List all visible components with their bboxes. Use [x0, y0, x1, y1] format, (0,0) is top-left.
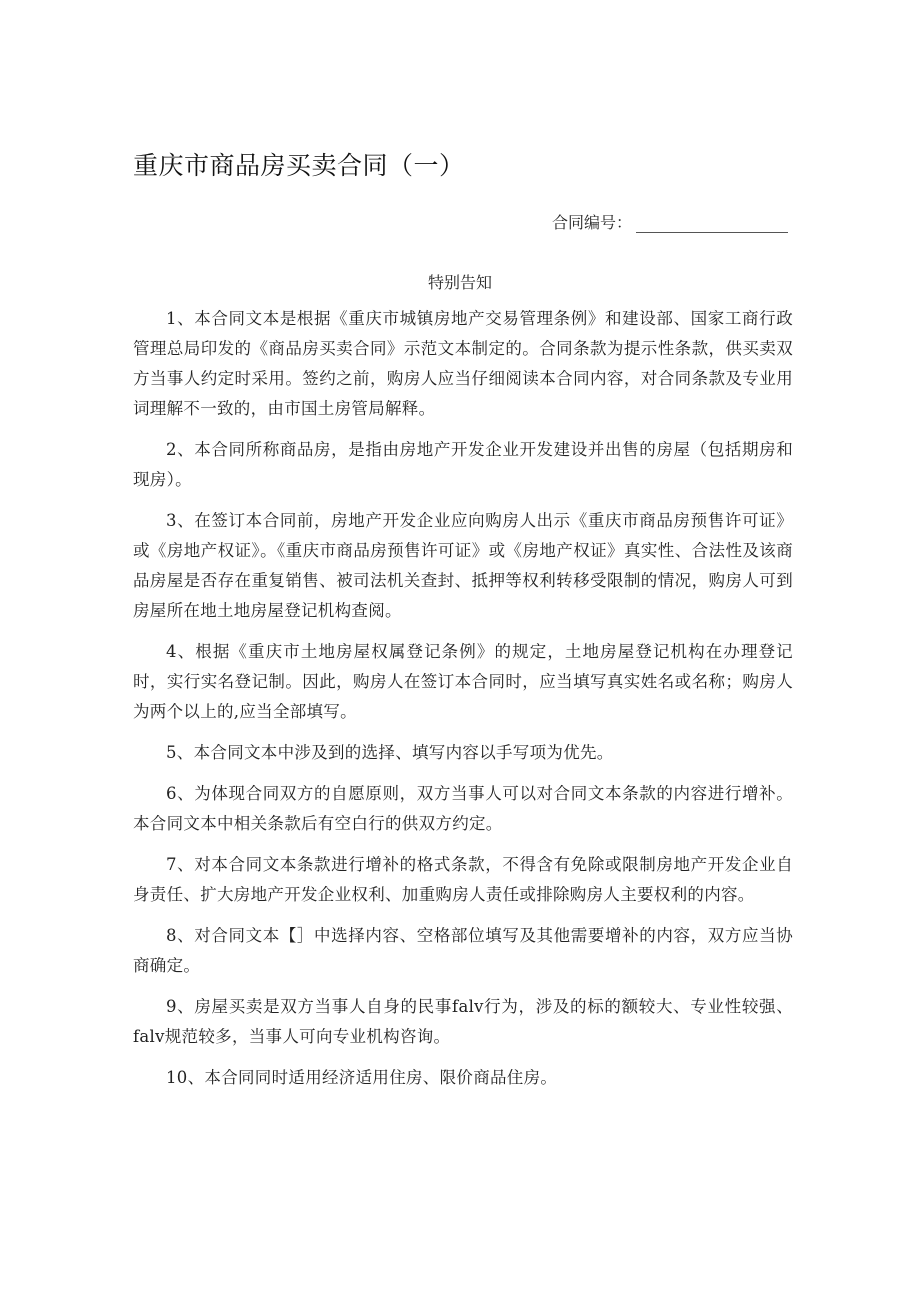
notice-clause-7: 7、对本合同文本条款进行增补的格式条款，不得含有免除或限制房地产开发企业自身责任、扩大房地产开发企业权利、加重购房人责任或排除购房人主要权利的内容。: [133, 855, 793, 904]
notice-clause-10: 10、本合同同时适用经济适用住房、限价商品住房。: [166, 1068, 558, 1087]
notice-clause-5: 5、本合同文本中涉及到的选择、填写内容以手写项为优先。: [166, 743, 614, 762]
contract-number-label: 合同编号：: [551, 213, 632, 232]
notice-clauses: [133, 304, 793, 1104]
special-notice-heading: 特别告知: [427, 273, 492, 292]
notice-clause-8: 8、对合同文本【］中选择内容、空格部位填写及其他需要增补的内容，双方应当协商确定。: [133, 926, 793, 975]
notice-clause-6: 6、为体现合同双方的自愿原则，双方当事人可以对合同文本条款的内容进行增补。本合同文本中相关条款后有空白行的供双方约定。: [133, 784, 793, 833]
notice-clause-3: 3、在签订本合同前，房地产开发企业应向购房人出示《重庆市商品房预售许可证》或《房地产权证》。《重庆市商品房预售许可证》或《房地产权证》真实性、合法性及该商品房屋是否存在重复销售、被司法机关查封、抵押等权利转移受限制的情况，购房人可到房屋所在地土地房屋登记机构查阅。: [133, 511, 793, 620]
notice-clause-2: 2、本合同所称商品房，是指由房地产开发企业开发建设并出售的房屋（包括期房和现房）。: [133, 440, 793, 489]
contract-number-line: [552, 210, 788, 233]
notice-clause-1: 1、本合同文本是根据《重庆市城镇房地产交易管理条例》和建设部、国家工商行政管理总局印发的《商品房买卖合同》示范文本制定的。合同条款为提示性条款，供买卖双方当事人约定时采用。签约之前，购房人应当仔细阅读本合同内容，对合同条款及专业用词理解不一致的，由市国土房管局解释。: [133, 309, 793, 418]
document-title: 重庆市商品房买卖合同（一）: [133, 151, 465, 180]
notice-clause-4: 4、根据《重庆市土地房屋权属登记条例》的规定，土地房屋登记机构在办理登记时，实行实名登记制。因此，购房人在签订本合同时，应当填写真实姓名或名称；购房人为两个以上的,应当全部填写。: [133, 642, 793, 721]
contract-number-blank: [636, 214, 788, 233]
notice-clause-9: 9、房屋买卖是双方当事人自身的民事falv行为，涉及的标的额较大、专业性较强、falv规范较多，当事人可向专业机构咨询。: [133, 997, 793, 1046]
